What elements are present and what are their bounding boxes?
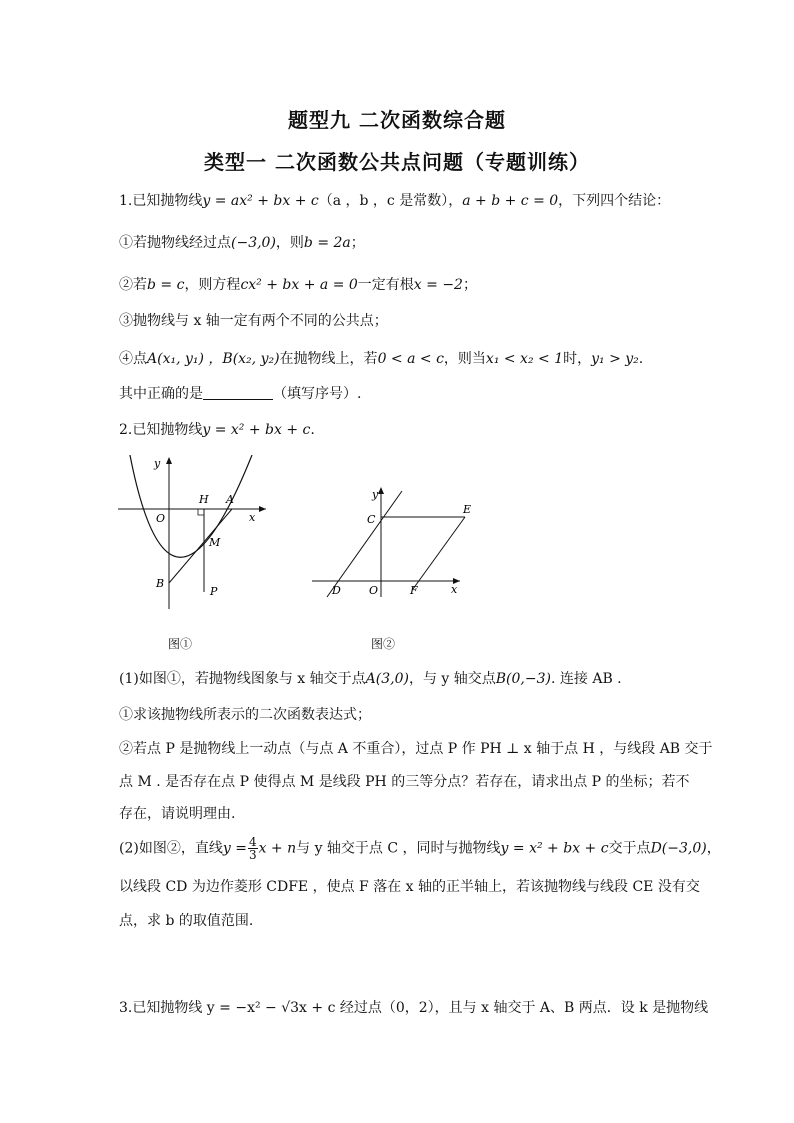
fig2-label-x: x [451, 583, 458, 596]
fig1-right-angle [198, 509, 204, 515]
c2-cond: b = c [147, 277, 185, 293]
fig2-label-d: D [332, 584, 341, 597]
q2-part1-q2-line2: 点 M . 是否存在点 P 使得点 M 是线段 PH 的三等分点？若存在，请求出点 P 的坐标；若不 [119, 774, 690, 790]
c1-point: (−3,0) [231, 235, 276, 251]
p1-point-a: A(3,0) [365, 671, 409, 687]
fig1-y-arrow [166, 457, 172, 464]
fig1-label-o: O [156, 512, 166, 525]
c1-eq: b = 2a [303, 235, 351, 251]
c2-eq: cx² + bx + a = 0 [240, 277, 358, 293]
fig1-label-b: B [156, 577, 165, 590]
answer-prefix: 其中正确的是 [119, 386, 203, 402]
q2-stem-prefix: 2.已知抛物线 [119, 422, 203, 438]
q2-part1-q2-line1: ②若点 P 是抛物线上一动点（与点 A 不重合），过点 P 作 PH ⊥ x 轴于点 H ，与线段 AB 交于 [119, 741, 713, 757]
fig2-caption: 图② [371, 637, 396, 651]
p2-point-d: D(−3,0) [650, 840, 707, 857]
main-title: 题型九 二次函数综合题 [288, 108, 506, 132]
q2-part1-stem [119, 669, 622, 689]
sub-title: 类型一 二次函数公共点问题（专题训练） [204, 150, 590, 174]
c2-mid2: 一定有根 [357, 277, 414, 293]
p2-mid2: 交于点 [608, 840, 651, 857]
c4-prefix: ④点 [119, 351, 147, 367]
q2-formula: y = x² + bx + c [202, 422, 311, 438]
figure-2 [310, 485, 480, 605]
fig1-label-x: x [249, 511, 256, 524]
c2-prefix: ②若 [119, 277, 147, 293]
fig2-label-o: O [369, 584, 379, 597]
c1-end: ； [350, 235, 365, 251]
fig2-label-f: F [410, 584, 418, 597]
fig2-label-e: E [463, 503, 472, 516]
fig2-label-y: y [372, 488, 379, 501]
q1-conclusion-1 [119, 233, 365, 253]
fig1-parabola [129, 455, 252, 557]
c4-end: . [638, 351, 644, 367]
q1-stem-mid: （a ，b ，c 是常数）， [318, 193, 463, 209]
fig1-label-m: M [209, 536, 221, 549]
fig2-segment-ef [413, 517, 465, 589]
q1-stem-suffix: ，下列四个结论： [558, 193, 671, 209]
p1-mid: ，与 y 轴交点 [408, 671, 496, 687]
c2-end: ； [462, 277, 477, 293]
fig1-x-arrow [259, 506, 266, 512]
fig1-label-a: A [226, 493, 234, 506]
q2-part1-q1: ①求该抛物线所表示的二次函数表达式； [119, 707, 371, 723]
q2-stem-end: . [310, 422, 315, 438]
p2-end: ， [706, 840, 721, 857]
c4-points: A(x₁, y₁) ，B(x₂, y₂) [147, 351, 280, 367]
q1-stem-prefix: 1.已知抛物线 [119, 193, 203, 209]
p2-fraction [248, 836, 258, 861]
p1-prefix: (1)如图①，若抛物线图象与 x 轴交于点 [119, 671, 366, 687]
p2-numerator: 4 [248, 835, 257, 849]
p2-mid: 与 y 轴交于点 C ，同时与抛物线 [296, 840, 501, 857]
p1-end: . 连接 AB . [550, 671, 622, 687]
q1-stem [119, 191, 670, 211]
p2-denominator: 3 [248, 848, 257, 862]
c2-mid: ，则方程 [184, 277, 241, 293]
q1-condition: a + b + c = 0 [462, 193, 559, 209]
fig1-label-h: H [199, 493, 209, 506]
q1-conclusion-2 [119, 275, 477, 295]
c1-mid: ，则 [275, 235, 304, 251]
c4-result: y₁ > y₂ [591, 351, 639, 367]
q2-part2-stem [119, 836, 721, 861]
c4-cond2: x₁ < x₂ < 1 [485, 351, 564, 367]
p1-point-b: B(0,−3) [495, 671, 551, 687]
fig1-segment-ab [169, 509, 232, 583]
p2-prefix: (2)如图②，直线 [119, 840, 223, 857]
q1-conclusion-3: ③抛物线与 x 轴一定有两个不同的公共点； [119, 313, 388, 329]
fig2-label-c: C [367, 513, 376, 526]
q2-stem [119, 420, 315, 440]
c4-cond: 0 < a < c [377, 351, 444, 367]
fig1-label-p: P [210, 585, 218, 598]
c1-prefix: ①若抛物线经过点 [119, 235, 231, 251]
p2-y: y = [222, 840, 247, 857]
fig1-label-y: y [154, 457, 161, 470]
q1-answer-line [119, 384, 361, 404]
c4-mid2: ，则当 [443, 351, 486, 367]
c2-root: x = −2 [413, 277, 463, 293]
answer-blank[interactable] [203, 385, 273, 400]
fig2-y-arrow [378, 487, 384, 494]
q2-part2-line2: 以线段 CD 为边作菱形 CDFE ，使点 F 落在 x 轴的正半轴上，若该抛物线与线段 CE 没有交 [119, 879, 700, 895]
q2-part2-line3: 点，求 b 的取值范围. [119, 913, 254, 929]
p2-rest: x + n [258, 840, 297, 857]
q3-stem: 3.已知抛物线 y = −x² − √3x + c 经过点（0，2），且与 x 轴交于 A、B 两点．设 k 是抛物线 [119, 1000, 709, 1016]
fig1-caption: 图① [168, 637, 193, 651]
answer-suffix: （填写序号）. [273, 386, 362, 402]
c4-mid3: 时， [563, 351, 592, 367]
q1-formula: y = ax² + bx + c [202, 193, 319, 209]
c4-mid: 在抛物线上，若 [279, 351, 378, 367]
q2-part1-q2-line3: 存在，请说明理由. [119, 806, 236, 822]
figure-1 [118, 455, 268, 610]
p2-formula: y = x² + bx + c [500, 840, 609, 857]
q1-conclusion-4 [119, 349, 643, 369]
